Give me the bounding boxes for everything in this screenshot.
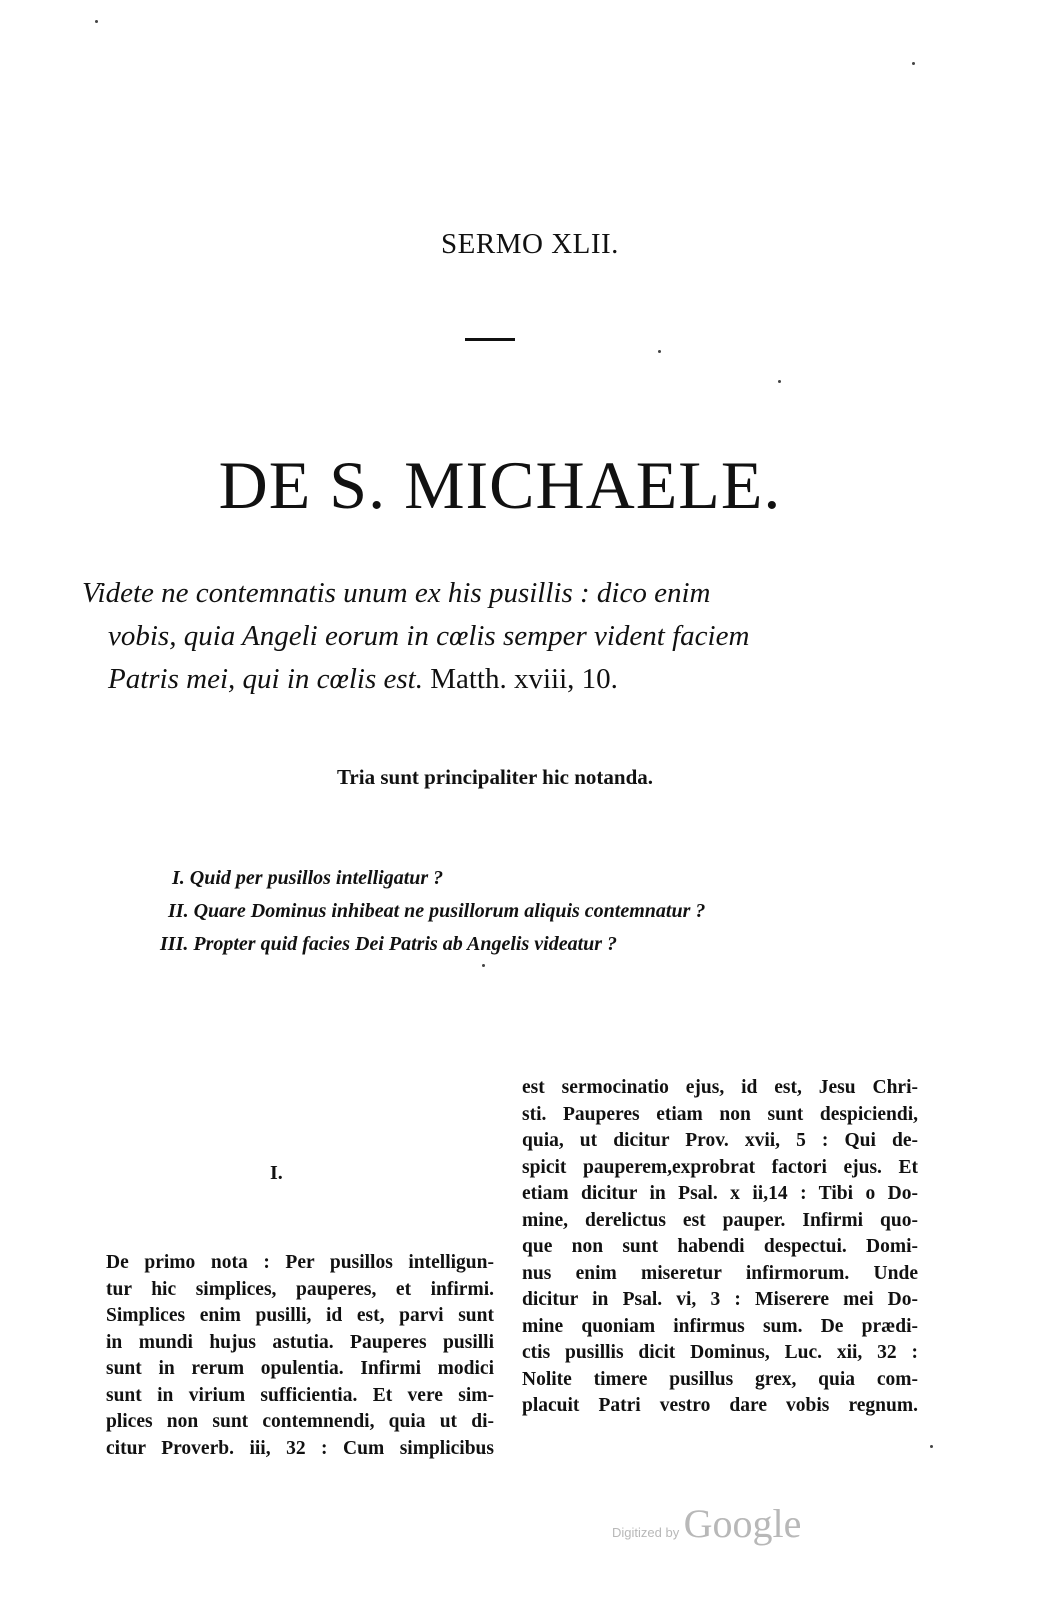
left-line: sunt in virium sufficientia. Et vere sim-	[106, 1384, 494, 1406]
left-line: in mundi hujus astutia. Pauperes pusilli	[106, 1331, 494, 1353]
point-item-1: I. Quid per pusillos intelligatur ?	[172, 867, 444, 889]
right-line: ctis pusillis dicit Dominus, Luc. xii, 32 :	[522, 1342, 918, 1363]
right-line: nus enim miseretur infirmorum. Unde	[522, 1262, 918, 1284]
right-line: placuit Patri vestro dare vobis regnum.	[522, 1395, 918, 1416]
right-line: dicitur in Psal. vi, 3 : Miserere mei Do-	[522, 1289, 918, 1310]
points-list	[160, 862, 880, 961]
epigraph-line-2: vobis, quia Angeli eorum in cœlis semper vident faciem	[108, 620, 750, 652]
right-line: Nolite timere pusillus grex, quia com-	[522, 1368, 918, 1390]
sermon-title: DE S. MICHAELE.	[218, 447, 782, 523]
epigraph-line-3	[82, 658, 922, 701]
left-line: sunt in rerum opulentia. Infirmi modici	[106, 1358, 494, 1379]
scan-speck	[95, 20, 98, 23]
scripture-epigraph	[82, 572, 922, 701]
left-line: Simplices enim pusilli, id est, parvi sunt	[106, 1305, 494, 1326]
scan-speck	[482, 964, 485, 967]
right-line: etiam dicitur in Psal. x ii,14 : Tibi o Do-	[522, 1183, 918, 1204]
scan-speck	[658, 350, 661, 353]
right-line: mine, derelictus est pauper. Infirmi quo-	[522, 1209, 918, 1231]
right-line: est sermocinatio ejus, id est, Jesu Chri-	[522, 1077, 918, 1098]
section-number: I.	[270, 1162, 283, 1184]
right-line: quia, ut dicitur Prov. xvii, 5 : Qui de-	[522, 1130, 918, 1151]
title-divider	[465, 338, 515, 341]
right-line: spicit pauperem,exprobrat factori ejus. Et	[522, 1156, 918, 1178]
epigraph-line-1: Videte ne contemnatis unum ex his pusillis : dico enim	[82, 577, 711, 609]
left-line: De primo nota : Per pusillos intelligun-	[106, 1252, 494, 1273]
point-item-3: III. Propter quid facies Dei Patris ab Angelis videatur ?	[160, 933, 618, 955]
sermon-number: SERMO XLII.	[441, 228, 619, 260]
watermark-brand: Google	[683, 1501, 802, 1546]
left-line: citur Proverb. iii, 32 : Cum simplicibus	[106, 1437, 494, 1459]
right-line: sti. Pauperes etiam non sunt despiciendi,	[522, 1103, 918, 1125]
left-line: plices non sunt contemnendi, quia ut di-	[106, 1411, 494, 1432]
intro-line: Tria sunt principaliter hic notanda.	[336, 765, 653, 789]
epigraph-line-3-text: Patris mei, qui in cœlis est.	[108, 663, 423, 695]
digitization-watermark	[612, 1500, 801, 1547]
right-line: que non sunt habendi despectui. Domi-	[522, 1236, 918, 1257]
left-column	[106, 1250, 494, 1462]
right-column	[522, 1075, 918, 1420]
right-line: mine quoniam infirmus sum. De prædi-	[522, 1315, 918, 1337]
watermark-prefix: Digitized by	[612, 1525, 680, 1540]
epigraph-reference: Matth. xviii, 10.	[422, 663, 618, 695]
scan-speck	[912, 62, 915, 65]
point-item-2: II. Quare Dominus inhibeat ne pusillorum aliquis contemnatur ?	[168, 900, 706, 922]
scan-speck	[930, 1445, 933, 1448]
scan-speck	[778, 380, 781, 383]
left-line: tur hic simplices, pauperes, et infirmi.	[106, 1278, 494, 1300]
